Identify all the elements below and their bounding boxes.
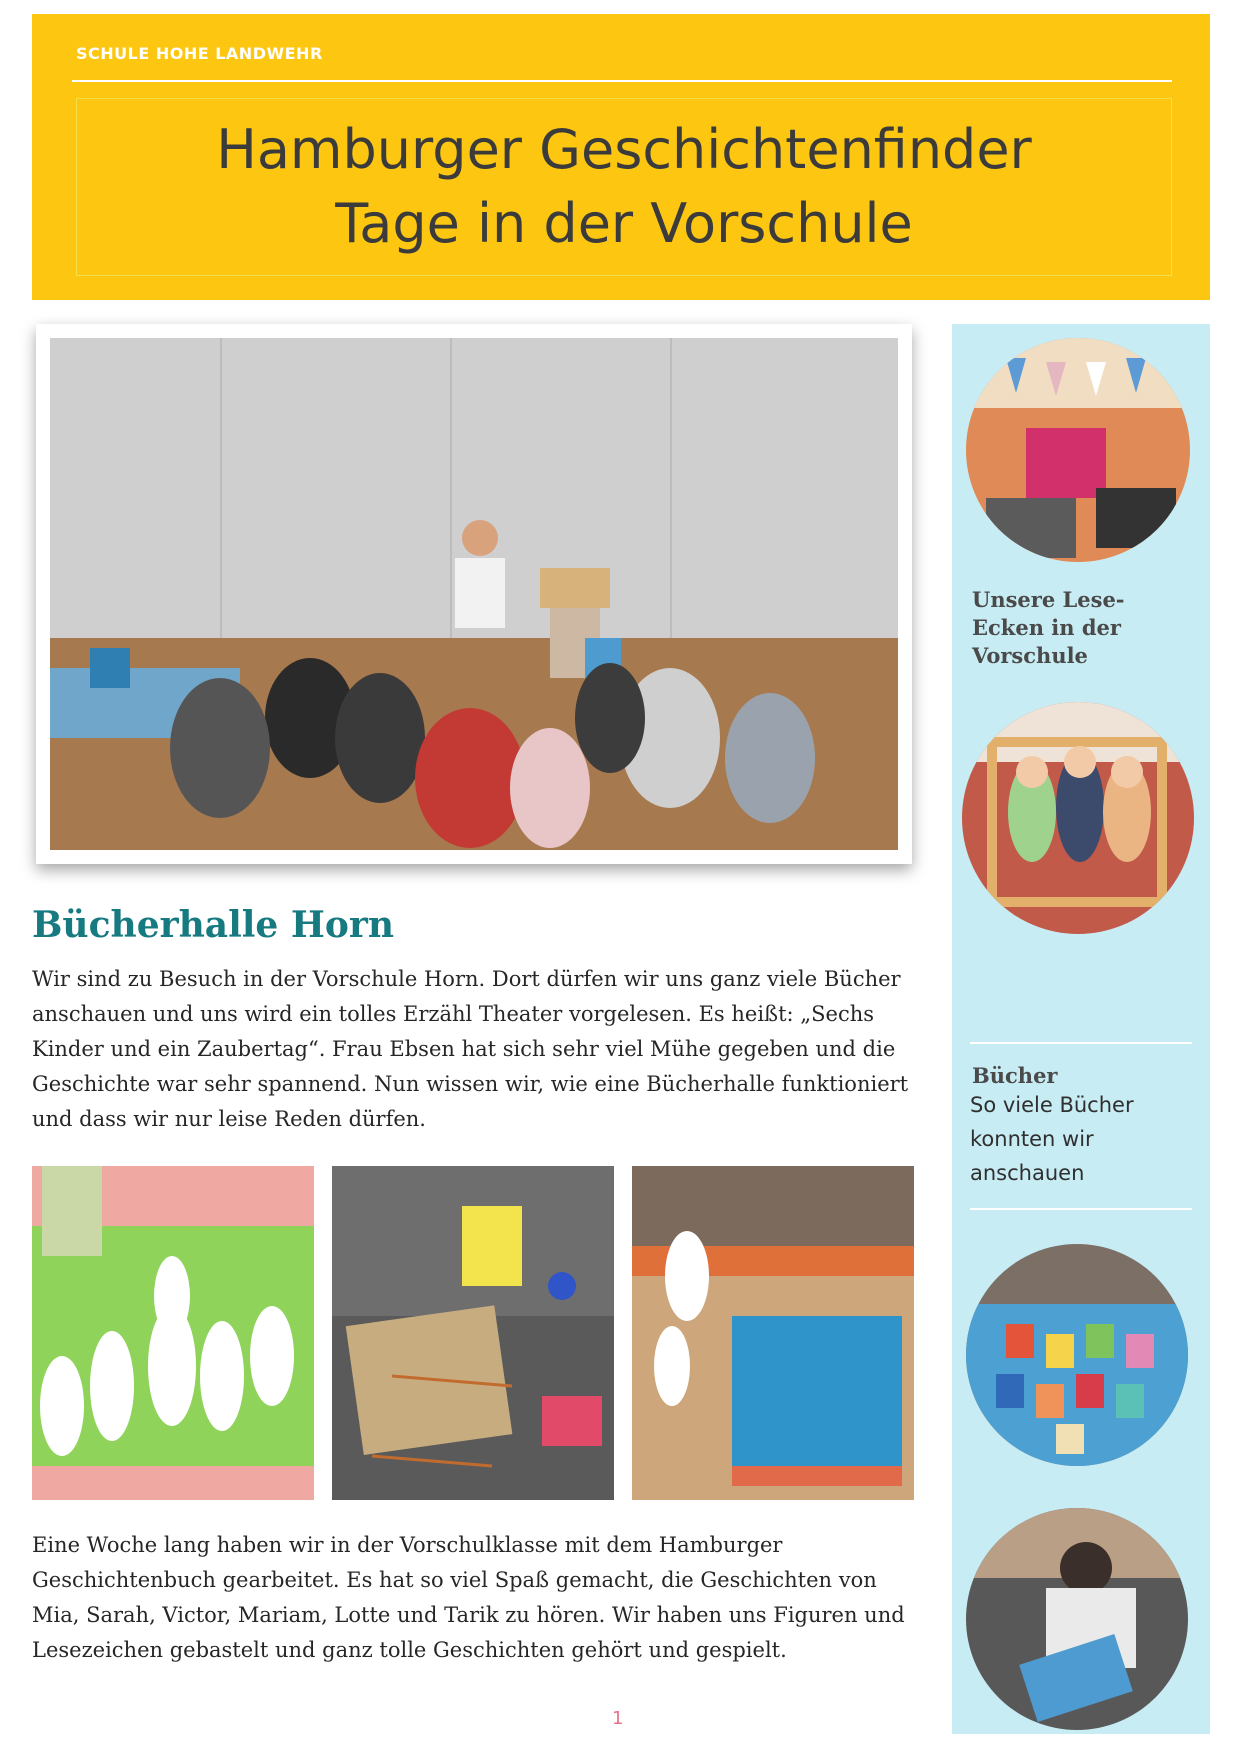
closing-paragraph: Eine Woche lang haben wir in der Vorschulklasse mit dem Hamburger Geschichtenbuch gearbeitet. Es hat so viel Spaß gemacht, die Geschichten von Mia, Sarah, Victor, Mariam, Lotte und Tarik zu hören. Wir haben uns Figuren und Lesezeichen gebastelt und ganz tolle Geschichten gehört und gespielt. xyxy=(32,1533,905,1662)
page-title-line1: Hamburger Geschichtenfinder xyxy=(216,118,1032,181)
section-heading: Bücherhalle Horn xyxy=(32,904,395,946)
storybook-photo xyxy=(632,1166,914,1500)
crafting-table-photo xyxy=(332,1166,614,1500)
books-caption-title: Bücher xyxy=(972,1063,1058,1088)
intro-paragraph: Wir sind zu Besuch in der Vorschule Horn. Dort dürfen wir uns ganz viele Bücher anschauen und uns wird ein tolles Erzähl Theater vorgelesen. Es heißt: „Sechs Kinder und ein Zaubertag“. Frau Ebsen hat sich sehr viel Mühe gegeben und die Geschichte war sehr spannend. Nun wissen wir, wie eine Bücherhalle funktioniert und dass wir nur leise Reden dürfen. xyxy=(32,967,909,1131)
books-photo xyxy=(966,1244,1188,1466)
craft-figures-photo xyxy=(32,1166,314,1500)
main-photo xyxy=(36,324,912,864)
title-box xyxy=(76,98,1172,276)
reading-corner-photo-2 xyxy=(962,702,1194,934)
sidebar-divider-bottom xyxy=(970,1208,1192,1210)
reading-corner-photo-1 xyxy=(966,338,1190,562)
books-caption-text: So viele Bücher konnten wir anschauen xyxy=(970,1093,1134,1185)
storytelling-photo xyxy=(50,338,898,850)
page-title-line2: Tage in der Vorschule xyxy=(335,192,913,255)
child-reading-photo xyxy=(966,1508,1188,1730)
sidebar-divider-top xyxy=(970,1042,1192,1044)
header-divider xyxy=(72,80,1172,82)
page-number: 1 xyxy=(612,1708,624,1729)
school-name: SCHULE HOHE LANDWEHR xyxy=(76,44,323,63)
header-banner xyxy=(32,14,1210,300)
sidebar xyxy=(952,324,1210,1734)
reading-corner-caption: Unsere Lese-Ecken in der Vorschule xyxy=(972,587,1125,668)
